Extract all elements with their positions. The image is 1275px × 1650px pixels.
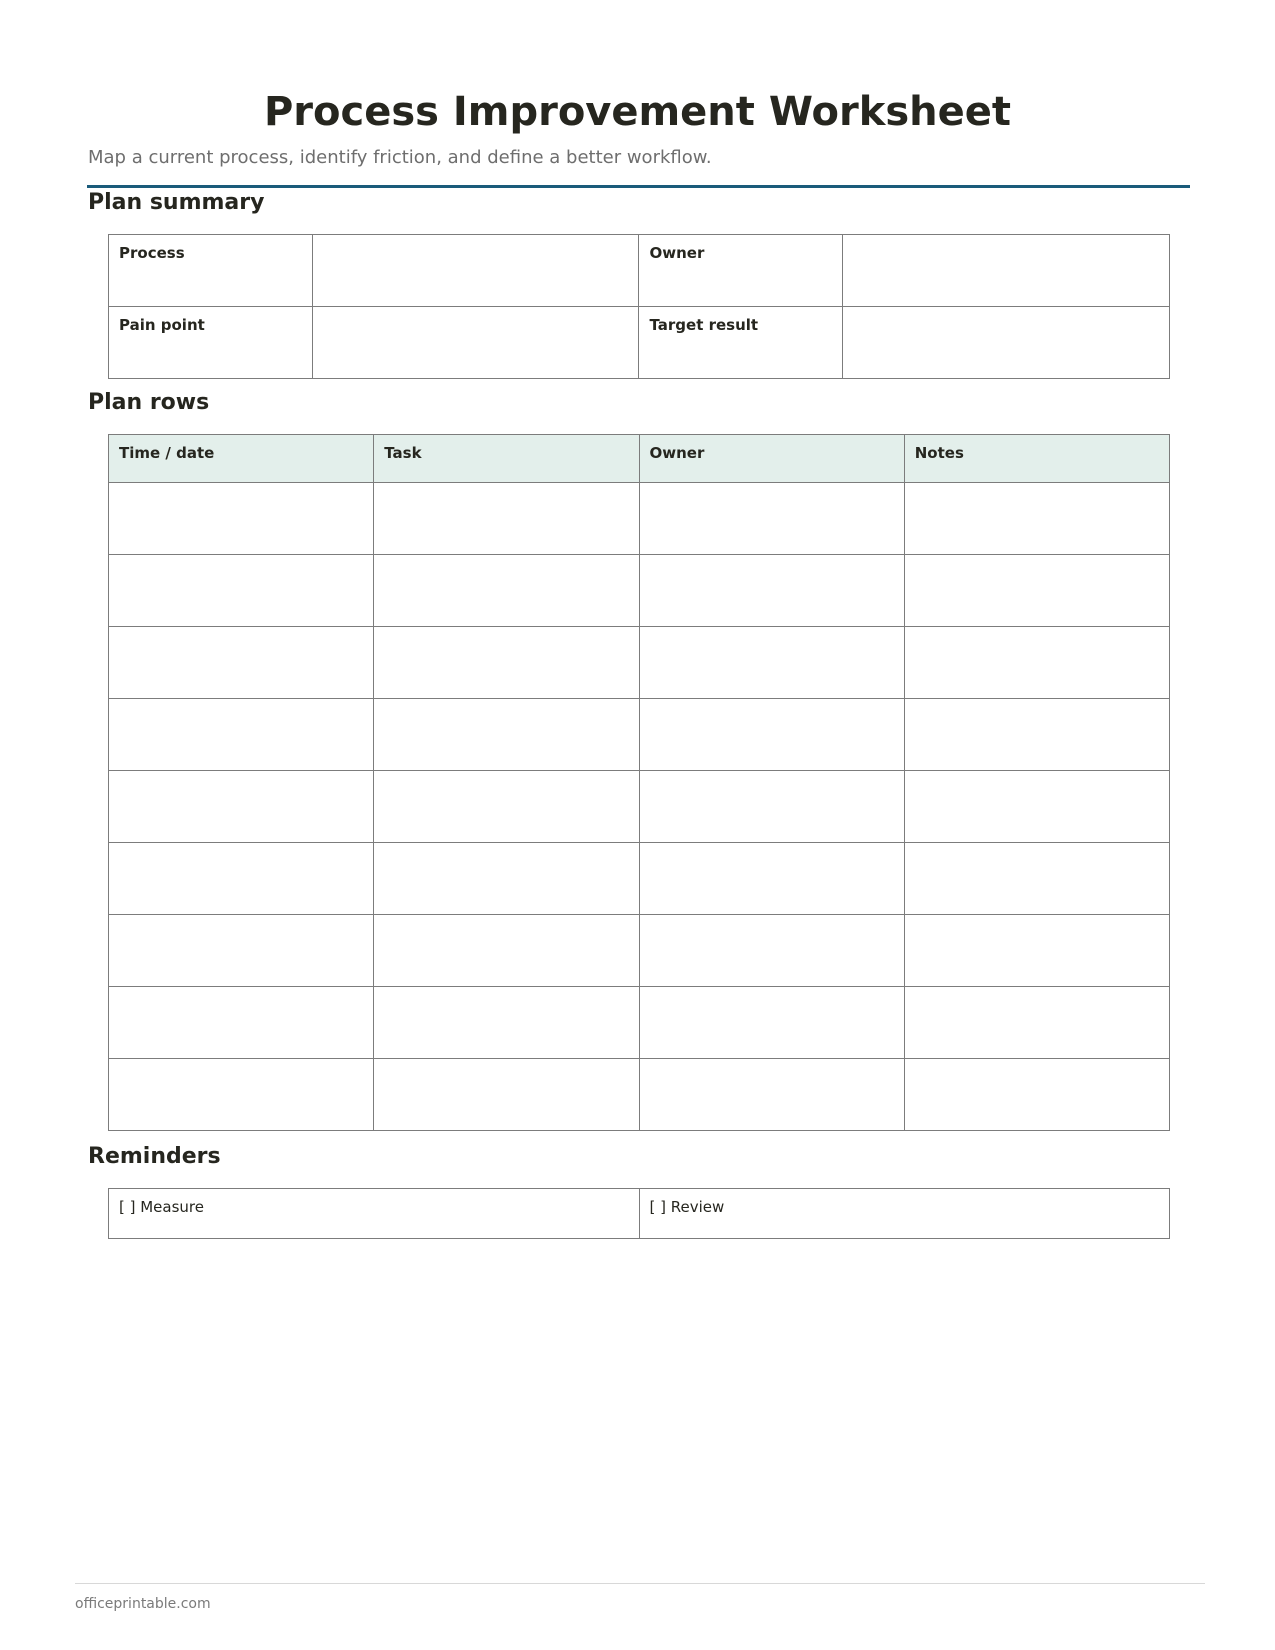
process-label: Process <box>119 244 185 262</box>
plan-summary-heading: Plan summary <box>88 190 265 215</box>
pain-point-label-cell <box>109 307 313 379</box>
plan-rows-table <box>108 434 1170 1131</box>
column-header-notes <box>904 435 1169 483</box>
plan-cell-time-date[interactable] <box>109 915 374 987</box>
column-header-time-date <box>109 435 374 483</box>
plan-cell-task[interactable] <box>374 483 639 555</box>
reminder-review-label: [ ] Review <box>649 1198 725 1216</box>
column-header-owner <box>639 435 904 483</box>
table-row <box>109 915 1170 987</box>
table-row <box>109 843 1170 915</box>
plan-cell-owner[interactable] <box>639 843 904 915</box>
table-header-row <box>109 435 1170 483</box>
plan-cell-time-date[interactable] <box>109 627 374 699</box>
plan-cell-time-date[interactable] <box>109 843 374 915</box>
plan-cell-task[interactable] <box>374 771 639 843</box>
plan-cell-owner[interactable] <box>639 987 904 1059</box>
table-row <box>109 483 1170 555</box>
plan-cell-time-date[interactable] <box>109 699 374 771</box>
plan-rows-body <box>109 483 1170 1131</box>
table-row <box>109 555 1170 627</box>
plan-cell-owner[interactable] <box>639 915 904 987</box>
table-row <box>109 1059 1170 1131</box>
footer-divider <box>75 1583 1205 1584</box>
plan-cell-notes[interactable] <box>904 699 1169 771</box>
reminder-measure-label: [ ] Measure <box>119 1198 204 1216</box>
plan-cell-time-date[interactable] <box>109 483 374 555</box>
footer-site-label: officeprintable.com <box>75 1596 211 1612</box>
table-row <box>109 1189 1170 1239</box>
owner-field[interactable] <box>843 235 1170 307</box>
plan-cell-owner[interactable] <box>639 771 904 843</box>
plan-cell-task[interactable] <box>374 843 639 915</box>
reminder-review[interactable] <box>639 1189 1170 1239</box>
process-label-cell <box>109 235 313 307</box>
process-field[interactable] <box>312 235 639 307</box>
column-header-label: Notes <box>914 444 964 462</box>
plan-summary-table <box>108 234 1170 379</box>
plan-cell-owner[interactable] <box>639 483 904 555</box>
title-divider <box>87 185 1190 188</box>
column-header-label: Task <box>384 444 422 462</box>
target-result-label: Target result <box>649 316 759 334</box>
pain-point-field[interactable] <box>312 307 639 379</box>
plan-cell-task[interactable] <box>374 555 639 627</box>
reminders-heading: Reminders <box>88 1144 221 1169</box>
owner-label: Owner <box>649 244 705 262</box>
plan-cell-notes[interactable] <box>904 843 1169 915</box>
plan-cell-owner[interactable] <box>639 627 904 699</box>
table-row <box>109 699 1170 771</box>
plan-cell-task[interactable] <box>374 699 639 771</box>
table-row <box>109 235 1170 307</box>
plan-cell-notes[interactable] <box>904 771 1169 843</box>
owner-label-cell <box>639 235 843 307</box>
page-title: Process Improvement Worksheet <box>263 89 1011 135</box>
plan-cell-owner[interactable] <box>639 699 904 771</box>
column-header-task <box>374 435 639 483</box>
plan-cell-notes[interactable] <box>904 1059 1169 1131</box>
plan-cell-owner[interactable] <box>639 1059 904 1131</box>
plan-cell-notes[interactable] <box>904 627 1169 699</box>
table-row <box>109 987 1170 1059</box>
reminder-measure[interactable] <box>109 1189 640 1239</box>
plan-cell-notes[interactable] <box>904 555 1169 627</box>
table-row <box>109 627 1170 699</box>
column-header-label: Owner <box>649 444 705 462</box>
table-row <box>109 771 1170 843</box>
column-header-label: Time / date <box>119 444 215 462</box>
plan-cell-task[interactable] <box>374 915 639 987</box>
plan-cell-notes[interactable] <box>904 915 1169 987</box>
plan-cell-time-date[interactable] <box>109 555 374 627</box>
reminders-table <box>108 1188 1170 1239</box>
plan-cell-time-date[interactable] <box>109 987 374 1059</box>
plan-cell-task[interactable] <box>374 1059 639 1131</box>
plan-cell-owner[interactable] <box>639 555 904 627</box>
plan-cell-time-date[interactable] <box>109 771 374 843</box>
plan-cell-task[interactable] <box>374 987 639 1059</box>
table-row <box>109 307 1170 379</box>
pain-point-label: Pain point <box>119 316 205 334</box>
plan-cell-time-date[interactable] <box>109 1059 374 1131</box>
page-subtitle: Map a current process, identify friction, and define a better workflow. <box>88 147 712 168</box>
plan-rows-heading: Plan rows <box>88 390 210 415</box>
plan-cell-notes[interactable] <box>904 987 1169 1059</box>
target-result-label-cell <box>639 307 843 379</box>
plan-cell-task[interactable] <box>374 627 639 699</box>
target-result-field[interactable] <box>843 307 1170 379</box>
plan-cell-notes[interactable] <box>904 483 1169 555</box>
